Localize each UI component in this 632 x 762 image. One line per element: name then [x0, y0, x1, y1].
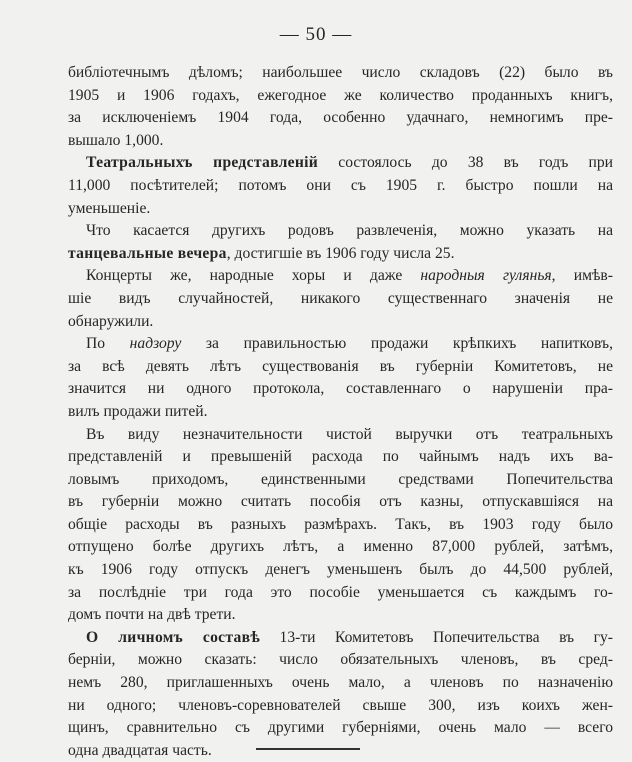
- text-segment: Концерты же, народные хоры и даже: [86, 267, 421, 285]
- paragraph: [68, 265, 613, 333]
- text-segment: 13-ти Комитетовъ Попечительства въ гу-: [260, 628, 613, 646]
- text-segment: одна двадцатая часть.: [68, 741, 212, 759]
- text-segment: 1905 и 1906 годахъ, ежегодное же количество проданныхъ книгъ,: [68, 86, 613, 104]
- text-segment: въ губерніи можно считать пособія отъ казны, отпускавшіяся на: [68, 493, 613, 511]
- bold-heading-text: О личномъ составѣ: [86, 628, 261, 646]
- text-line: [68, 152, 613, 175]
- text-segment: , имѣв-: [551, 267, 613, 285]
- bold-heading-text: Театральныхъ представленій: [86, 154, 319, 172]
- text-segment: ни одного; членовъ-соревнователей свыше 300, изъ коихъ жен-: [68, 696, 613, 714]
- text-line: [68, 717, 613, 740]
- text-line: [68, 85, 613, 108]
- text-segment: общіе расходы въ разныхъ размѣрахъ. Такъ, въ 1903 году было: [68, 515, 613, 533]
- text-line: [68, 265, 613, 288]
- text-line: [68, 62, 613, 85]
- paragraph: [68, 627, 613, 762]
- paragraph: [68, 152, 613, 220]
- text-segment: за правильностью продажи крѣпкихъ напитковъ,: [181, 335, 613, 353]
- body-text: [68, 62, 613, 762]
- end-rule-divider: [256, 748, 360, 750]
- text-line: [68, 220, 613, 243]
- text-segment: за всѣ девять лѣтъ существованія въ губерніи Комитетовъ, не: [68, 357, 613, 375]
- italic-text: надзору: [129, 335, 182, 353]
- text-segment: вышало 1,000.: [68, 131, 164, 149]
- text-segment: Въ виду незначительности чистой выручки отъ театральныхъ: [86, 425, 613, 443]
- text-segment: немъ 280, приглашенныхъ очень мало, а членовъ по назначенію: [68, 674, 613, 692]
- italic-text: народныя гулянья: [420, 267, 552, 285]
- text-segment: Что касается другихъ родовъ развлеченія, можно указать на: [86, 222, 613, 240]
- paragraph: [68, 333, 613, 423]
- text-line: [68, 536, 613, 559]
- text-segment: вилъ продажи питей.: [68, 402, 208, 420]
- text-segment: домъ почти на двѣ трети.: [68, 606, 236, 624]
- text-line: [68, 695, 613, 718]
- text-segment: за послѣдніе три года это пособіе уменьшается съ каждымъ го-: [68, 583, 613, 601]
- text-line: [68, 446, 613, 469]
- text-line: [68, 559, 613, 582]
- paragraph: [68, 424, 613, 627]
- text-segment: къ 1906 году отпускъ денегъ уменьшенъ былъ до 44,500 рублей,: [68, 561, 613, 579]
- text-line: [68, 356, 613, 379]
- text-segment: представленій и превышеній расхода по чайнымъ надъ ихъ ва-: [68, 448, 613, 466]
- text-segment: состоялось до 38 въ годъ при: [318, 154, 613, 172]
- text-line: [68, 333, 613, 356]
- text-line: [68, 107, 613, 130]
- text-line: [68, 627, 613, 650]
- text-line: [68, 311, 613, 334]
- text-segment: уменьшеніе.: [68, 199, 151, 217]
- text-line: [68, 514, 613, 537]
- text-line: [68, 378, 613, 401]
- text-line: [68, 469, 613, 492]
- text-line: [68, 491, 613, 514]
- text-line: [68, 198, 613, 221]
- page-number: — 50 —: [279, 24, 353, 45]
- text-line: [68, 243, 613, 266]
- text-segment: шіе видъ случайностей, никакого существеннаго значенія не: [68, 289, 613, 307]
- text-segment: ловымъ приходомъ, единственными средствами Попечительства: [68, 470, 613, 488]
- text-line: [68, 401, 613, 424]
- text-segment: 11,000 посѣтителей; потомъ они съ 1905 г. быстро пошли на: [68, 176, 613, 194]
- text-segment: По: [86, 335, 130, 353]
- text-line: [68, 130, 613, 153]
- text-segment: обнаружили.: [68, 312, 154, 330]
- text-line: [68, 672, 613, 695]
- text-segment: , достигшіе въ 1906 году числа 25.: [226, 244, 455, 262]
- text-segment: щинъ, сравнительно съ другими губерніями, очень мало — всего: [68, 719, 613, 737]
- text-line: [68, 649, 613, 672]
- bold-heading-text: танцевальные вечера: [68, 244, 227, 262]
- text-segment: за исключеніемъ 1904 года, особенно удачнаго, немногимъ пре-: [68, 109, 613, 127]
- text-segment: значится ни одного протокола, составленнаго о нарушеніи пра-: [68, 380, 613, 398]
- text-segment: библіотечнымъ дѣломъ; наибольшее число складовъ (22) было въ: [68, 64, 613, 81]
- text-line: [68, 288, 613, 311]
- text-line: [68, 175, 613, 198]
- text-line: [68, 604, 613, 627]
- paragraph: [68, 220, 613, 265]
- text-line: [68, 582, 613, 605]
- text-segment: отпущено болѣе другихъ лѣтъ, а именно 87,000 рублей, затѣмъ,: [68, 538, 613, 556]
- text-segment: берніи, можно сказать: число обязательныхъ членовъ, въ сред-: [68, 651, 613, 669]
- text-line: [68, 740, 613, 762]
- paragraph: [68, 62, 613, 152]
- text-line: [68, 424, 613, 447]
